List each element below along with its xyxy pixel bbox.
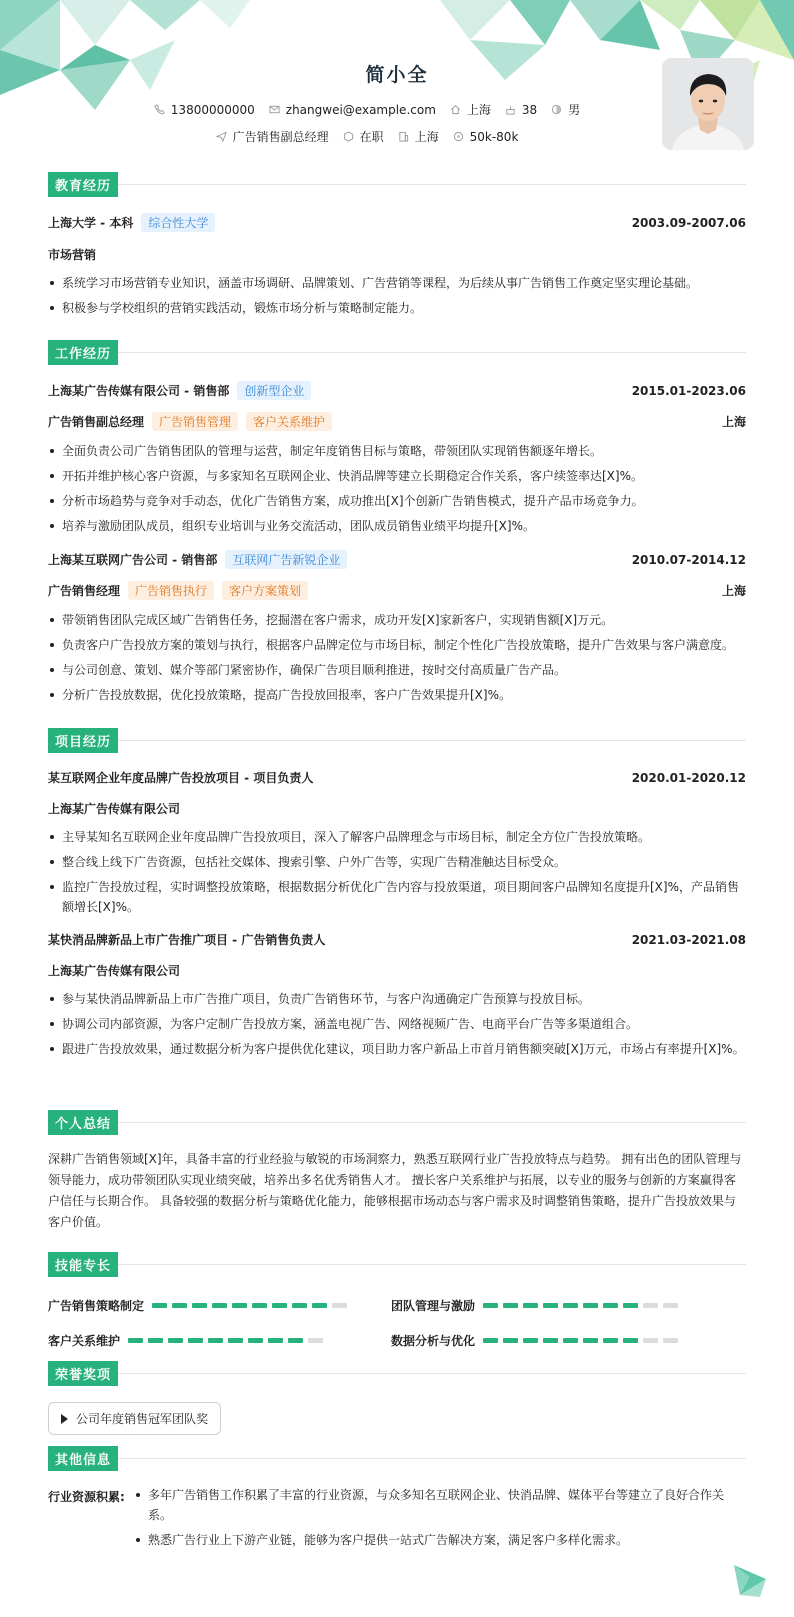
corner-decoration — [730, 1559, 770, 1599]
list-item: 协调公司内部资源，为客户定制广告投放方案，涵盖电视广告、网络视频广告、电商平台广告等多渠道组合。 — [48, 1014, 746, 1034]
skill-bar-filled — [603, 1338, 618, 1343]
list-item: 与公司创意、策划、媒介等部门紧密协作，确保广告项目顺利推进，按时交付高质量广告产品。 — [48, 660, 746, 680]
projects-section — [48, 728, 746, 1064]
project-2-bullets — [48, 989, 746, 1059]
gender-icon — [551, 104, 562, 115]
play-icon — [61, 1414, 68, 1424]
skill-bar-filled — [583, 1338, 598, 1343]
education-section — [48, 172, 746, 323]
skill-bar-empty — [663, 1338, 678, 1343]
skill-bar-filled — [128, 1338, 143, 1343]
list-item: 整合线上线下广告资源，包括社交媒体、搜索引擎、户外广告等，实现广告精准触达目标受众。 — [48, 852, 746, 872]
work-location: 上海 — [721, 584, 746, 598]
age-item — [505, 101, 537, 118]
phone-value: 13800000000 — [170, 102, 255, 117]
skill-item — [391, 1297, 746, 1314]
skill-item — [48, 1297, 391, 1314]
skill-bar-filled — [168, 1338, 183, 1343]
other-info — [48, 1485, 746, 1555]
skill-tag: 广告销售执行 — [128, 581, 214, 600]
skill-bar-filled — [248, 1338, 263, 1343]
project-title: 某互联网企业年度品牌广告投放项目 - 项目负责人 — [48, 771, 314, 785]
skill-bar-filled — [148, 1338, 163, 1343]
list-item: 参与某快消品牌新品上市广告推广项目，负责广告销售环节，与客户沟通确定广告预算与投放目标。 — [48, 989, 746, 1009]
target-city-value: 上海 — [414, 130, 439, 144]
skill-bar-empty — [643, 1338, 658, 1343]
skill-item — [48, 1332, 391, 1349]
project-period: 2021.03-2021.08 — [631, 932, 746, 947]
skill-name: 数据分析与优化 — [391, 1334, 476, 1348]
phone-item — [154, 101, 255, 118]
skill-bar-filled — [563, 1338, 578, 1343]
work-1-header — [48, 381, 746, 400]
company-name: 上海某广告传媒有限公司 - 销售部 — [48, 384, 230, 398]
gender-value: 男 — [568, 103, 581, 117]
summary-section — [48, 1110, 746, 1233]
skill-bar-empty — [663, 1303, 678, 1308]
project-1-header — [48, 769, 746, 786]
avatar — [662, 58, 754, 150]
project-period: 2020.01-2020.12 — [631, 770, 746, 785]
skill-bars — [128, 1338, 323, 1343]
skill-bar-filled — [523, 1303, 538, 1308]
skill-bar-filled — [623, 1338, 638, 1343]
skill-bar-filled — [188, 1338, 203, 1343]
list-item: 负责客户广告投放方案的策划与执行，根据客户品牌定位与市场目标，制定个性化广告投放策略，提升广告效果与客户满意度。 — [48, 635, 746, 655]
cake-icon — [505, 104, 516, 115]
salary-value: 50k-80k — [469, 129, 519, 144]
school-tag: 综合性大学 — [141, 213, 215, 232]
skill-bar-filled — [483, 1338, 498, 1343]
skill-name: 团队管理与激励 — [391, 1299, 476, 1313]
work-2-bullets — [48, 610, 746, 705]
skill-bar-filled — [152, 1303, 167, 1308]
company-tag: 创新型企业 — [237, 381, 311, 400]
skill-tag: 广告销售管理 — [152, 412, 238, 431]
skill-bar-empty — [308, 1338, 323, 1343]
status-item — [343, 128, 384, 145]
email-value: zhangwei@example.com — [285, 102, 436, 117]
profile-photo — [662, 58, 754, 150]
position-item — [216, 128, 329, 145]
other-label: 行业资源积累: — [48, 1490, 125, 1504]
skill-bar-filled — [503, 1338, 518, 1343]
project-title: 某快消品牌新品上市广告推广项目 - 广告销售负责人 — [48, 933, 326, 947]
target-city-item — [398, 128, 439, 145]
other-title: 其他信息 — [48, 1446, 746, 1471]
project-company: 上海某广告传媒有限公司 — [48, 964, 181, 978]
status-value: 在职 — [359, 130, 384, 144]
award-item — [48, 1402, 221, 1435]
skill-bar-filled — [523, 1338, 538, 1343]
skill-bar-filled — [212, 1303, 227, 1308]
status-icon — [343, 131, 354, 142]
skill-bar-empty — [643, 1303, 658, 1308]
project-2-header — [48, 931, 746, 948]
list-item: 主导某知名互联网企业年度品牌广告投放项目，深入了解客户品牌理念与市场目标，制定全方位广告投放策略。 — [48, 827, 746, 847]
work-period: 2015.01-2023.06 — [631, 383, 746, 398]
list-item: 分析市场趋势与竞争对手动态，优化广告销售方案，成功推出[X]个创新广告销售模式，提升产品市场竞争力。 — [48, 491, 746, 511]
list-item: 监控广告投放过程，实时调整投放策略，根据数据分析优化广告内容与投放渠道，项目期间客户品牌知名度提升[X]%，产品销售额增长[X]%。 — [48, 877, 746, 917]
skills-title: 技能专长 — [48, 1252, 746, 1277]
skill-bar-filled — [563, 1303, 578, 1308]
project-1-company-row — [48, 800, 746, 817]
skill-item — [391, 1332, 746, 1349]
skill-bar-filled — [503, 1303, 518, 1308]
education-bullets — [48, 273, 746, 318]
awards-section — [48, 1361, 746, 1435]
skill-bar-filled — [268, 1338, 283, 1343]
work-period: 2010.07-2014.12 — [631, 552, 746, 567]
skill-bars — [483, 1338, 678, 1343]
skill-bar-filled — [228, 1338, 243, 1343]
school-name: 上海大学 - 本科 — [48, 216, 134, 230]
skill-bar-filled — [312, 1303, 327, 1308]
project-2-company-row — [48, 962, 746, 979]
candidate-name: 简小全 — [365, 64, 429, 86]
project-company: 上海某广告传媒有限公司 — [48, 802, 181, 816]
skill-bar-filled — [232, 1303, 247, 1308]
city-item — [450, 101, 491, 118]
skill-bar-filled — [208, 1338, 223, 1343]
job-intent-row — [0, 128, 734, 145]
skill-bar-filled — [543, 1303, 558, 1308]
project-1-bullets — [48, 827, 746, 917]
skill-name: 客户关系维护 — [48, 1334, 121, 1348]
work-title: 工作经历 — [48, 340, 746, 365]
gender-item — [551, 101, 580, 118]
skill-bar-empty — [332, 1303, 347, 1308]
skills-grid — [48, 1297, 746, 1349]
phone-icon — [154, 104, 165, 115]
summary-title: 个人总结 — [48, 1110, 746, 1135]
list-item: 熟悉广告行业上下游产业链，能够为客户提供一站式广告解决方案，满足客户多样化需求。 — [128, 1530, 746, 1550]
list-item: 系统学习市场营销专业知识，涵盖市场调研、品牌策划、广告营销等课程，为后续从事广告销售工作奠定坚实理论基础。 — [48, 273, 746, 293]
city-value: 上海 — [466, 103, 491, 117]
skill-bar-filled — [272, 1303, 287, 1308]
skill-bar-filled — [623, 1303, 638, 1308]
other-section — [48, 1446, 746, 1555]
work-location: 上海 — [721, 415, 746, 429]
skill-name: 广告销售策略制定 — [48, 1299, 145, 1313]
list-item: 全面负责公司广告销售团队的管理与运营，制定年度销售目标与策略，带领团队实现销售额逐年增长。 — [48, 441, 746, 461]
company-tag: 互联网广告新锐企业 — [225, 550, 347, 569]
skill-bar-filled — [603, 1303, 618, 1308]
education-period: 2003.09-2007.06 — [631, 215, 746, 230]
list-item: 带领销售团队完成区域广告销售任务，挖掘潜在客户需求，成功开发[X]家新客户，实现销售额[X]万元。 — [48, 610, 746, 630]
work-1-bullets — [48, 441, 746, 536]
other-bullets — [128, 1485, 746, 1555]
list-item: 多年广告销售工作积累了丰富的行业资源，与众多知名互联网企业、快消品牌、媒体平台等建立了良好合作关系。 — [128, 1485, 746, 1525]
salary-item — [453, 128, 519, 145]
building-icon — [398, 131, 409, 142]
money-icon — [453, 131, 464, 142]
skill-bar-filled — [192, 1303, 207, 1308]
list-item: 培养与激励团队成员，组织专业培训与业务交流活动，团队成员销售业绩平均提升[X]%。 — [48, 516, 746, 536]
skill-bars — [152, 1303, 347, 1308]
company-name: 上海某互联网广告公司 - 销售部 — [48, 553, 218, 567]
list-item: 分析广告投放数据，优化投放策略，提高广告投放回报率，客户广告效果提升[X]%。 — [48, 685, 746, 705]
skill-bar-filled — [172, 1303, 187, 1308]
skill-bar-filled — [543, 1338, 558, 1343]
work-2-role — [48, 581, 746, 600]
projects-title: 项目经历 — [48, 728, 746, 753]
mail-icon — [269, 104, 280, 115]
skill-bar-filled — [292, 1303, 307, 1308]
education-header — [48, 213, 746, 232]
skill-tag: 客户关系维护 — [246, 412, 332, 431]
position-value: 广告销售副总经理 — [232, 130, 329, 144]
summary-text: 深耕广告销售领域[X]年，具备丰富的行业经验与敏锐的市场洞察力，熟悉互联网行业广告投放特点与趋势。 拥有出色的团队管理与领导能力，成功带领团队实现业绩突破，培养出多名优秀销售人才。 擅长客户关系维护与拓展，以专业的服务与创新的方案赢得客户信任与长期合作。 具备较强的数据分析与策略优化能力，能够根据市场动态与客户需求及时调整销售策略，提升广告投放效果与客户价值。 — [48, 1152, 742, 1229]
position-title: 广告销售副总经理 — [48, 415, 145, 429]
skill-bar-filled — [483, 1303, 498, 1308]
awards-title: 荣誉奖项 — [48, 1361, 746, 1386]
education-title: 教育经历 — [48, 172, 746, 197]
list-item: 开拓并维护核心客户资源，与多家知名互联网企业、快消品牌等建立长期稳定合作关系，客户续签率达[X]%。 — [48, 466, 746, 486]
work-2-header — [48, 550, 746, 569]
skill-tag: 客户方案策划 — [222, 581, 308, 600]
education-major-row — [48, 246, 746, 263]
work-1-role — [48, 412, 746, 431]
work-section — [48, 340, 746, 710]
major: 市场营销 — [48, 248, 97, 262]
list-item: 积极参与学校组织的营销实践活动，锻炼市场分析与策略制定能力。 — [48, 298, 746, 318]
skill-bar-filled — [252, 1303, 267, 1308]
skill-bar-filled — [288, 1338, 303, 1343]
position-title: 广告销售经理 — [48, 584, 121, 598]
award-label: 公司年度销售冠军团队奖 — [76, 1412, 209, 1426]
list-item: 跟进广告投放效果，通过数据分析为客户提供优化建议，项目助力客户新品上市首月销售额突破[X]万元，市场占有率提升[X]%。 — [48, 1039, 746, 1059]
home-icon — [450, 104, 461, 115]
age-value: 38 — [521, 102, 538, 117]
skills-section — [48, 1252, 746, 1349]
skill-bars — [483, 1303, 678, 1308]
email-item — [269, 101, 436, 118]
contact-row — [0, 101, 734, 118]
send-icon — [216, 131, 227, 142]
skill-bar-filled — [583, 1303, 598, 1308]
